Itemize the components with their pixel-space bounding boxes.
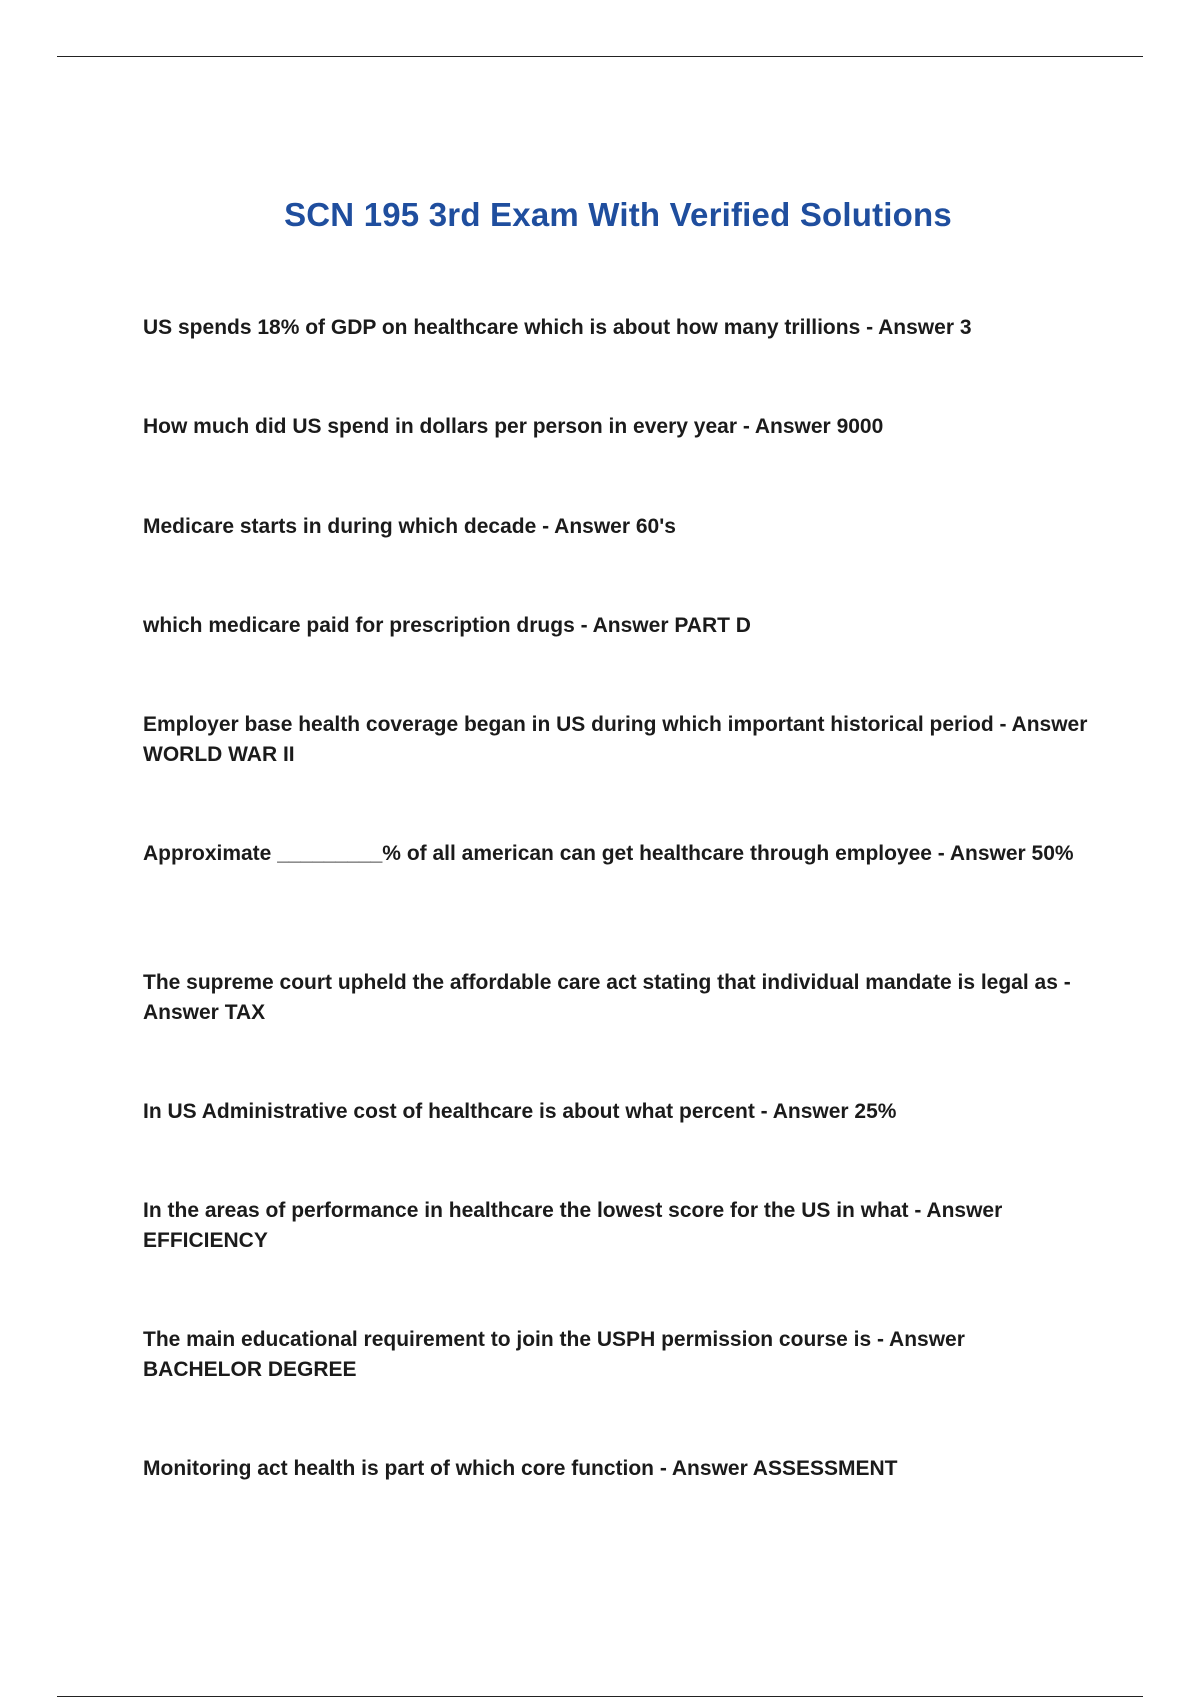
- qa-item: Approximate _________% of all american can get healthcare through employee - Answer 50%: [143, 842, 1074, 865]
- qa-item: In the areas of performance in healthcare the lowest score for the US in what - Answer EFFICIENCY: [143, 1199, 1003, 1252]
- qa-item: which medicare paid for prescription drugs - Answer PART D: [143, 614, 751, 637]
- qa-item: Employer base health coverage began in US during which important historical period - Answer WORLD WAR II: [143, 713, 1088, 766]
- bottom-divider: [57, 1696, 1143, 1697]
- qa-item: In US Administrative cost of healthcare is about what percent - Answer 25%: [143, 1100, 897, 1123]
- top-divider: [57, 56, 1143, 57]
- qa-item: How much did US spend in dollars per person in every year - Answer 9000: [143, 415, 884, 438]
- page-title: SCN 195 3rd Exam With Verified Solutions: [284, 196, 952, 233]
- qa-item: Medicare starts in during which decade - Answer 60's: [143, 515, 676, 538]
- qa-item: US spends 18% of GDP on healthcare which is about how many trillions - Answer 3: [143, 316, 972, 339]
- qa-item: Monitoring act health is part of which core function - Answer ASSESSMENT: [143, 1457, 898, 1480]
- qa-item: The supreme court upheld the affordable care act stating that individual mandate is legal as - Answer TAX: [143, 971, 1071, 1024]
- qa-item: The main educational requirement to join the USPH permission course is - Answer BACHELOR DEGREE: [143, 1328, 965, 1381]
